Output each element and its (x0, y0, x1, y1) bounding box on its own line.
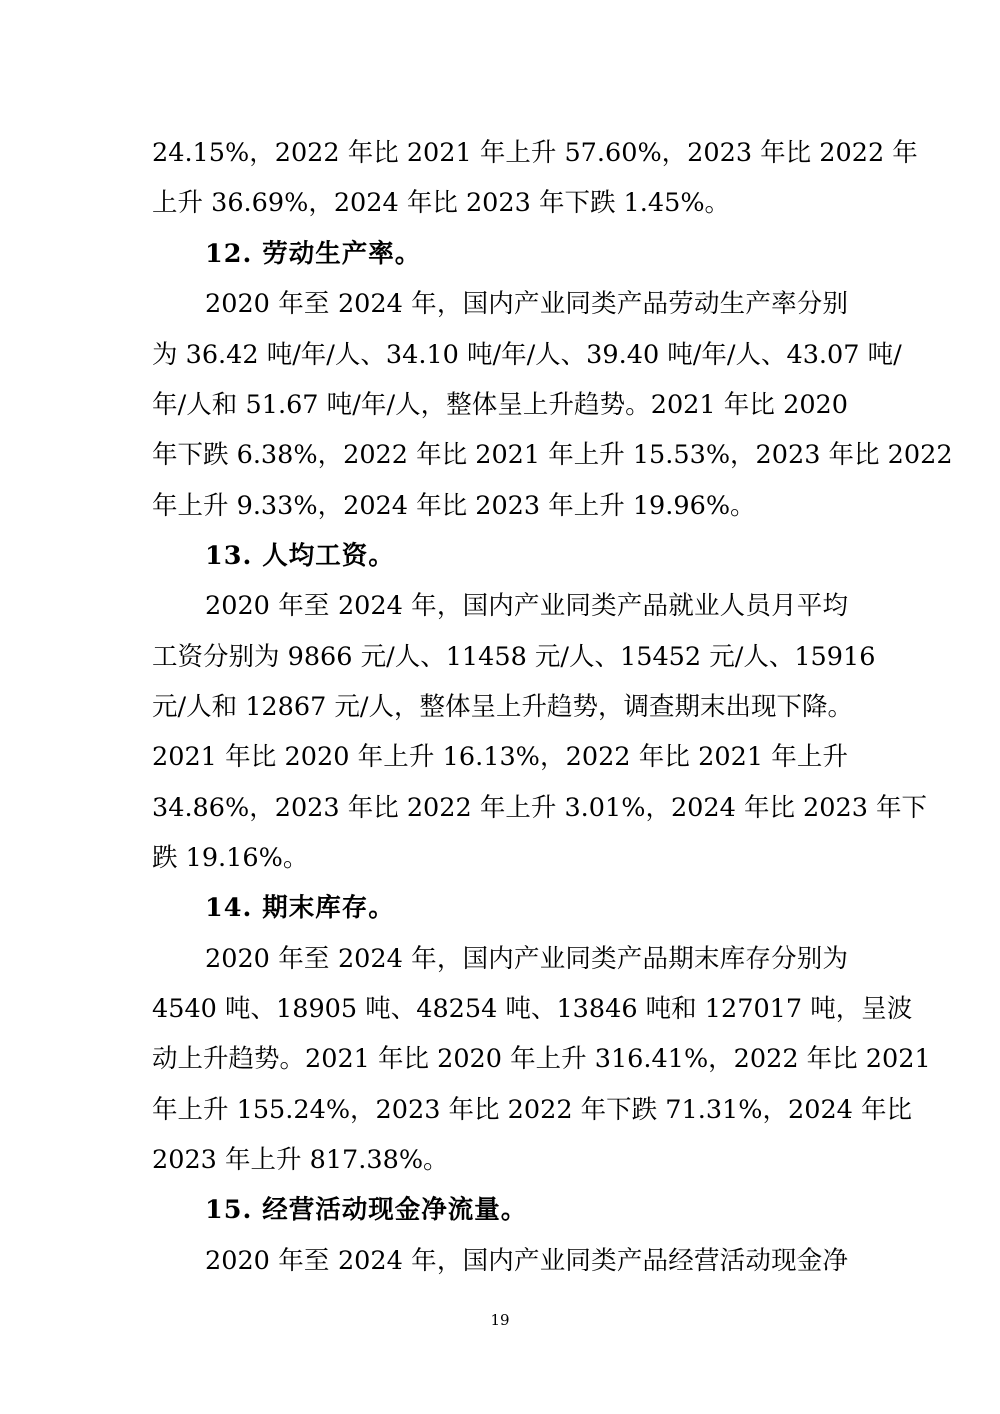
body-line: 2020 年至 2024 年，国内产业同类产品就业人员月平均 (205, 591, 848, 621)
body-line: 2023 年上升 817.38%。 (152, 1145, 449, 1175)
section-heading-15: 15. 经营活动现金净流量。 (205, 1195, 528, 1225)
body-line: 年下跌 6.38%，2022 年比 2021 年上升 15.53%，2023 年比 2022 (152, 440, 953, 470)
section-heading-13: 13. 人均工资。 (205, 541, 395, 571)
body-line: 4540 吨、18905 吨、48254 吨、13846 吨和 127017 吨，呈波 (152, 994, 913, 1024)
body-line: 元/人和 12867 元/人，整体呈上升趋势，调查期末出现下降。 (152, 692, 854, 722)
body-line: 上升 36.69%，2024 年比 2023 年下跌 1.45%。 (152, 188, 731, 218)
page-number: 19 (490, 1311, 510, 1329)
body-line: 年上升 155.24%，2023 年比 2022 年下跌 71.31%，2024 年比 (152, 1095, 913, 1125)
body-line: 2020 年至 2024 年，国内产业同类产品期末库存分别为 (205, 944, 848, 974)
body-line: 跌 19.16%。 (152, 843, 309, 873)
body-line: 年上升 9.33%，2024 年比 2023 年上升 19.96%。 (152, 491, 756, 521)
body-line: 工资分别为 9866 元/人、11458 元/人、15452 元/人、15916 (152, 642, 876, 672)
body-line: 2021 年比 2020 年上升 16.13%，2022 年比 2021 年上升 (152, 742, 848, 772)
section-heading-14: 14. 期末库存。 (205, 893, 395, 923)
body-line: 年/人和 51.67 吨/年/人，整体呈上升趋势。2021 年比 2020 (152, 390, 848, 420)
body-line: 2020 年至 2024 年，国内产业同类产品经营活动现金净 (205, 1246, 848, 1276)
section-heading-12: 12. 劳动生产率。 (205, 239, 422, 269)
body-line: 为 36.42 吨/年/人、34.10 吨/年/人、39.40 吨/年/人、43.07 吨/ (152, 340, 902, 370)
body-line: 34.86%，2023 年比 2022 年上升 3.01%，2024 年比 2023 年下 (152, 793, 928, 823)
body-line: 24.15%，2022 年比 2021 年上升 57.60%，2023 年比 2022 年 (152, 138, 918, 168)
body-line: 动上升趋势。2021 年比 2020 年上升 316.41%，2022 年比 2021 (152, 1044, 931, 1074)
body-line: 2020 年至 2024 年，国内产业同类产品劳动生产率分别 (205, 289, 848, 319)
